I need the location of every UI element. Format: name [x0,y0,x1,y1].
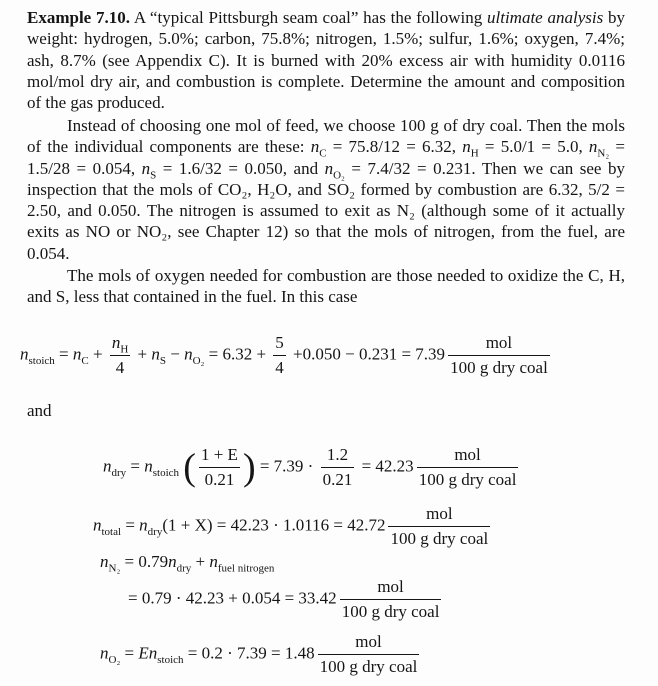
var-n: n [184,344,193,364]
var-n: n [310,137,320,157]
denominator: 4 [273,355,286,378]
var-n: n [151,344,160,364]
unit-numerator: mol [355,632,382,651]
value-text: = 1.6/32 = 0.050, and [156,158,325,178]
var-n: n [168,552,177,571]
oxygen-paragraph [27,265,625,308]
right-paren: ) [242,446,256,489]
var-n: n [20,344,29,364]
subscript: H [470,147,479,160]
value-text: = 6.32 + [204,344,271,364]
subscript: dry [176,562,192,575]
equation-n2 [100,552,275,575]
operator: + [191,552,210,571]
unit-denominator: 100 g dry coal [388,526,490,549]
equation-stoich [20,333,553,378]
operator: + [133,344,152,364]
var-n: n [103,456,112,476]
unit-numerator: mol [377,577,404,596]
operator: + [88,344,107,364]
subscript: H [120,343,129,356]
var-n: n [139,515,148,535]
solution-paragraph [27,115,625,264]
example-intro-b: by weight: hydrogen, 5.0%; carbon, 75.8%; nitrogen, 1.5%; sulfur, 1.6%; oxygen, 7.4%; ash, 8.7% (see Appendix C). It is burned with 20% excess air with humidity 0.0116 mol/mol dry air, and combustion is complete. Determine the amount and composition of the gas produced. [27,8,625,113]
unit-fraction [340,577,442,622]
fraction-nh-over-4 [110,333,130,378]
value-text: = 0.79 · 42.23 + 0.054 = 33.42 [128,588,337,608]
unit-numerator: mol [485,333,513,352]
subscript: O₂ [108,653,121,666]
left-paren: ( [183,446,196,489]
denominator: 0.21 [321,467,355,490]
value-text: = 75.8/12 = 6.32, [326,137,463,157]
var-n: n [100,643,109,663]
var-n: n [93,515,102,535]
operator: = [120,643,139,663]
subscript: dry [111,466,127,479]
var-n: n [72,344,82,364]
subscript: stoich [152,466,180,479]
unit-fraction [417,445,519,490]
value-text: = 0.2 · 7.39 = 1.48 [183,643,315,663]
var-n: n [324,158,334,178]
var-n: n [141,158,151,178]
var-en: En [138,643,158,663]
operator: − [165,344,185,364]
fraction-1pE-over-021 [199,445,240,490]
denominator: 4 [110,355,130,378]
example-intro-emphasis: ultimate analysis [487,8,604,27]
unit-denominator: 100 g dry coal [448,355,550,378]
numerator: 1 + E [200,445,238,464]
numerator: 1.2 [326,445,349,464]
subscript: O₂ [333,168,345,181]
value-text: = 7.39 · [255,456,318,476]
subscript: C [319,147,327,160]
example-paragraph [27,7,625,113]
fraction-5-over-4 [273,333,286,378]
example-label: Example 7.10. [27,8,130,27]
var-n: n [462,137,471,157]
operator: = [121,515,140,535]
equation-n2-value [128,577,444,622]
subscript: N₂ [597,147,610,160]
subscript: total [101,525,122,538]
fraction-12-over-021 [321,445,355,490]
unit-fraction [318,632,420,677]
unit-fraction [448,333,550,378]
denominator: 0.21 [199,467,240,490]
and-text: and [27,401,52,420]
subscript: stoich [157,653,184,666]
unit-denominator: 100 g dry coal [417,467,519,490]
var-n: n [209,552,218,571]
operator: = [126,456,145,476]
equation-dry [103,445,521,490]
example-intro-a: A “typical Pittsburgh seam coal” has the following [133,8,488,27]
value-text: = 42.23 [357,456,414,476]
subscript: C [81,354,89,367]
var-n: n [144,456,153,476]
value-text: = 7.4/32 = 0.231. Then we can see by inspection that the mols of CO₂, H₂O, and SO₂ formed by combustion are 6.32, 5/2 = 2.50, and 0.050. The nitrogen is assumed to exit as N₂ (although some of it actually exits as NO or NO₂, see Chapter 12) so that the mols of nitrogen, from the fuel, are 0.054. [27,158,625,263]
var-n: n [100,552,109,571]
subscript: stoich [28,354,55,367]
value-text: = 5.0/1 = 5.0, [478,137,589,157]
var-n: n [588,137,598,157]
subscript: S [150,168,157,181]
subscript: O₂ [192,354,205,367]
unit-denominator: 100 g dry coal [318,654,420,677]
subscript: S [159,354,166,367]
equation-total [93,504,493,549]
unit-fraction [388,504,490,549]
unit-numerator: mol [454,445,481,464]
numerator: 5 [275,333,284,352]
para2-lead: Instead of choosing one mol of feed, we choose 100 g of dry coal. Then the mols of the individual components are these: [27,116,625,157]
subscript: fuel nitrogen [217,562,275,575]
subscript: dry [147,525,163,538]
operator: = 0.79 [120,552,169,571]
value-text: (1 + X) = 42.23 · 1.0116 = 42.72 [162,515,386,535]
subscript: N₂ [108,562,121,575]
var-n: n [111,333,121,352]
value-text: = 1.5/28 = 0.054, [27,137,625,178]
unit-numerator: mol [426,504,453,523]
para3-text: The mols of oxygen needed for combustion are those needed to oxidize the C, H, and S, less that contained in the fuel. In this case [27,266,625,307]
value-text: +0.050 − 0.231 = 7.39 [288,344,446,364]
operator: = [54,344,73,364]
unit-denominator: 100 g dry coal [340,599,442,622]
equation-o2 [100,632,422,677]
